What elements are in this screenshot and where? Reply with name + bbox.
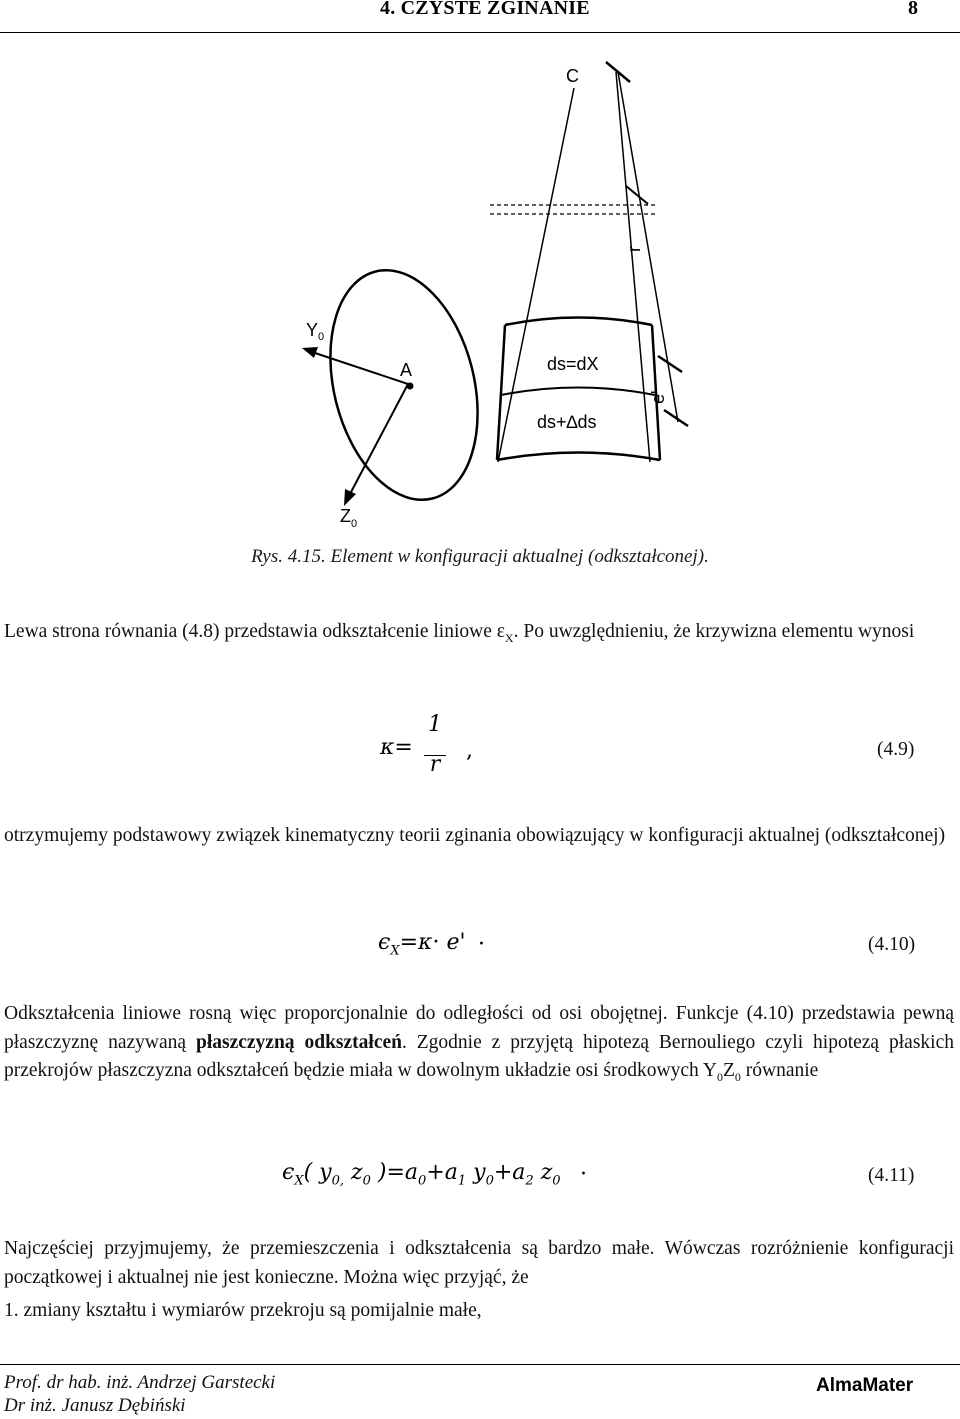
footer-author-2: Dr inż. Janusz Dębiński [4, 1395, 186, 1416]
radius-line-right [616, 72, 650, 462]
eq-4-9-numerator: 1 [428, 712, 442, 737]
c-tick [606, 62, 630, 82]
footer-rule [0, 1364, 960, 1365]
label-ds-plus: ds+∆ds [537, 412, 597, 432]
y0-axis-arrowhead [302, 347, 318, 358]
page-number: 8 [908, 0, 918, 19]
element-left-side [497, 325, 505, 460]
eq-4-10-dot: · [478, 932, 485, 957]
paragraph-4: Najczęściej przyjmujemy, że przemieszczenia i odkształcenia są bardzo małe. Wówczas rozróżnienie konfiguracji początkowej i aktualnej nie jest konieczne. Można więc przyjąć, że [4, 1238, 954, 1288]
z0-axis-arrowhead [344, 489, 356, 506]
list-item-1: 1. zmiany kształtu i wymiarów przekroju są pomijalnie małe, [4, 1300, 482, 1321]
element-mid-arc [501, 388, 655, 396]
label-z0: $Z_0$ [340, 506, 358, 530]
radius-line-left [498, 88, 574, 462]
eq-4-9-label: (4.9) [877, 739, 915, 760]
label-ds: ds=dX [547, 354, 599, 374]
eq-4-11: $\epsilon_X$( $y_{0,}$ $z_0$ )$=a_0+a_1$ $y_0+a_2$ $z_0$ [282, 1160, 561, 1189]
eq-4-10-label: (4.10) [868, 934, 916, 955]
cross-section-ellipse [308, 255, 500, 516]
eq-4-9-comma: , [466, 738, 473, 763]
label-y0: $Y_0$ [306, 320, 325, 343]
y0-axis-line [312, 352, 408, 384]
footer-author-1: Prof. dr hab. inż. Andrzej Garstecki [4, 1372, 276, 1393]
eq-4-11-dot: · [580, 1162, 587, 1187]
label-r: r [624, 246, 644, 252]
figure-rys-4-15 [0, 40, 960, 540]
r-tick [626, 186, 648, 204]
label-e-prime: e' [648, 390, 668, 404]
eq-4-9-denominator: r [429, 752, 441, 777]
figure-caption: Rys. 4.15. Element w konfiguracji aktualnej (odkształconej). [251, 546, 709, 567]
eq-4-10: $\epsilon_X=\kappa\cdot e'$ [378, 930, 466, 959]
footer-brand: AlmaMater [816, 1375, 914, 1396]
label-c: C [566, 66, 579, 86]
chapter-title: 4. CZYSTE ZGINANIE [380, 0, 590, 19]
z0-axis-line [350, 384, 408, 494]
eq-4-9-lhs: κ= [380, 735, 413, 760]
paragraph-3: Odkształcenia liniowe rosną więc proporcjonalnie do odległości od osi obojętnej. Funkcje (4.10) przedstawia pewną płaszczyznę nazywaną płaszczyzną odkształceń. Zgodnie z przyjętą hipotezą Bernouliego czyli hipotezą płaskich przekrojów płaszczyzna odkształceń będzie miała w dowolnym układzie osi środkowych $Y_0Z_0$ równanie [4, 1003, 954, 1084]
paragraph-2: otrzymujemy podstawowy związek kinematyczny teorii zginania obowiązujący w konfiguracji aktualnej (odkształconej) [4, 825, 946, 846]
label-a: A [400, 360, 413, 380]
eq-4-11-label: (4.11) [868, 1165, 915, 1186]
e-prime-tick-top [658, 356, 682, 372]
element-bottom-arc [497, 453, 660, 461]
point-a [407, 383, 414, 390]
paragraph-1: Lewa strona równania (4.8) przedstawia odkształcenie liniowe $\varepsilon_X$. Po uwzględnieniu, że krzywizna elementu wynosi [4, 621, 915, 645]
